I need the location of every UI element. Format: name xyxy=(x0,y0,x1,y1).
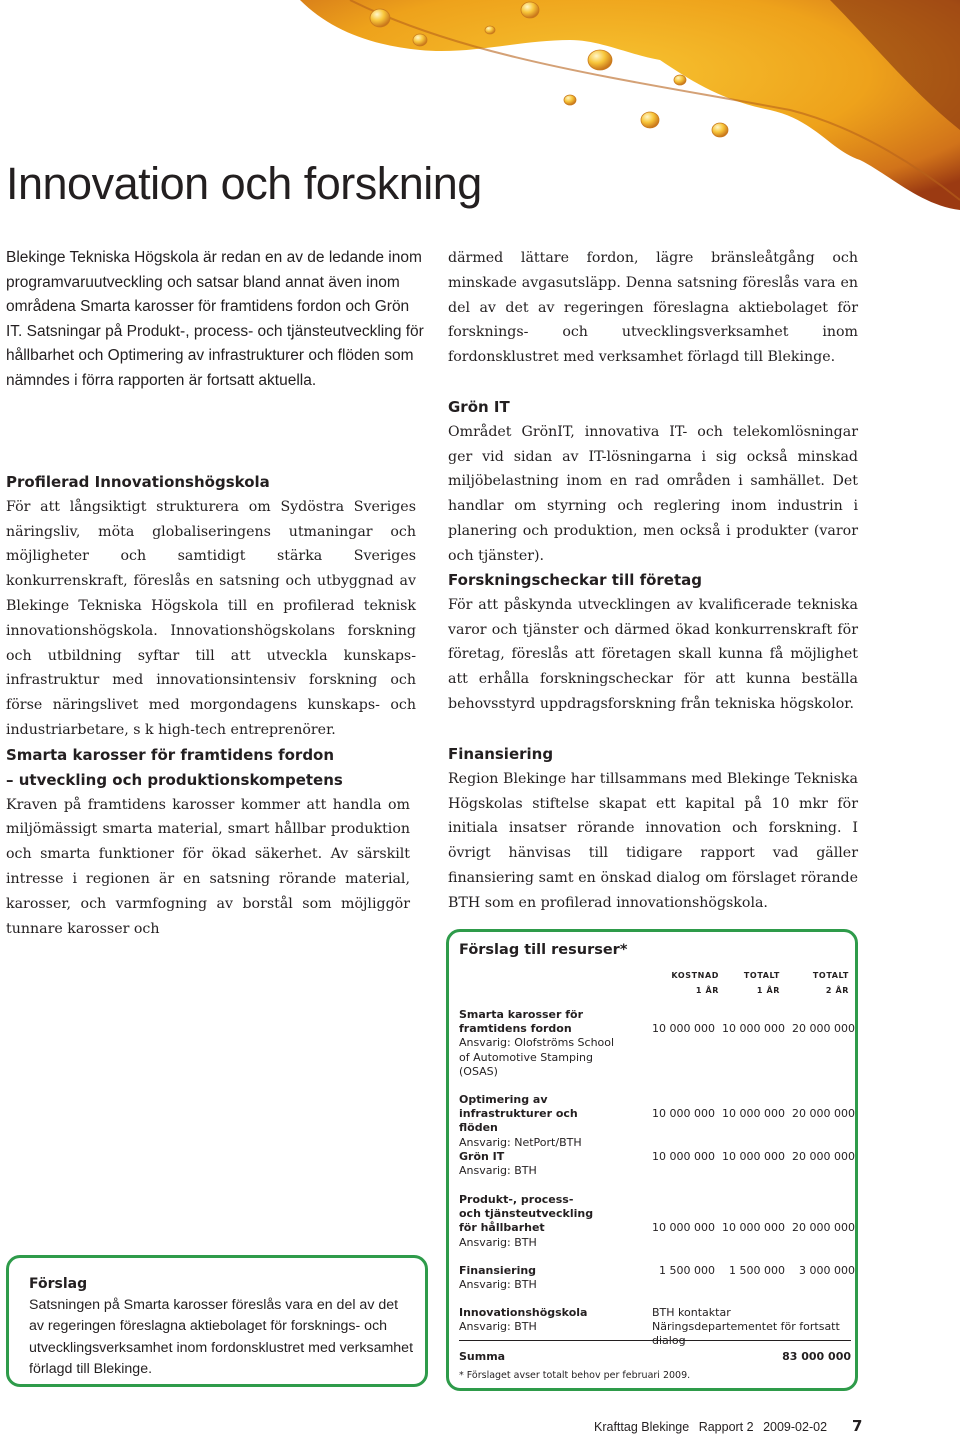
summary-row xyxy=(459,1350,851,1363)
section-forskningscheckar xyxy=(448,568,858,717)
forslag-body: Satsningen på Smarta karosser föreslås vara en del av det av regeringen föreslagna aktiebolaget för forsknings- och utvecklingsverksamhet inom fordonsklustret med verksamhet förlagd till Blekinge. xyxy=(29,1297,414,1378)
divider xyxy=(459,1340,851,1341)
section-heading: Grön IT xyxy=(448,398,510,416)
section-heading: Finansiering xyxy=(448,745,554,763)
section-body: Området GrönIT, innovativa IT- och telekomlösningar ger vid sidan av IT-lösningarna i sig också minskad miljöbelastning inom en rad områden i samhället. Det handlar om styrning och reglering inom industrin i planering och produktion, men också i produkter (varor och tjänster). xyxy=(448,423,858,564)
section-body: För att påskynda utvecklingen av kvalificerade tekniska varor och tjänster och därmed ökad konkurrenskraft för företag, föreslås att företagen skall kunna få möjlighet att erhålla forskningscheckar för att kunna beställa behovsstyrd uppdragsforskning från tekniska högskolor. xyxy=(448,596,858,712)
section-body: För att långsiktigt strukturera om Sydöstra Sveriges näringsliv, möta globaliseringens utmaningar och möjligheter och samtidigt stärka Sveriges konkurrenskraft, föreslås en satsning och utbyggnad av Blekinge Tekniska Högskola till en profilerad teknisk innovationshögskola. Innovationshögskolans forskning och utbildning syftar till att utveckla kunskaps-infrastruktur med innovationsintensiv forskning och förse näringslivet med morgondagens kunskaps- och industriarbetare, s k high-tech entreprenörer. xyxy=(6,498,416,738)
sum-label: Summa xyxy=(459,1350,506,1363)
resources-title: Förslag till resurser* xyxy=(459,942,628,958)
forslag-box xyxy=(6,1255,428,1387)
section-heading: Profilerad Innovationshögskola xyxy=(6,473,270,491)
column-header-totalt-2: TOTALT 2 ÅR xyxy=(812,971,849,995)
row-note: BTH kontaktar Näringsdepartementet för fortsatt xyxy=(652,1306,840,1334)
column-header-totalt-1: TOTALT 1 ÅR xyxy=(743,971,780,995)
table-row: Produkt-, process- och tjänsteutveckling för hållbarhet Ansvarig: BTH 10 000 000 10 000 000 20 000 000 xyxy=(459,1193,855,1249)
table-row: Innovationshögskola Ansvarig: BTH BTH kontaktar Näringsdepartementet för fortsatt xyxy=(459,1306,851,1334)
resources-footnote: * Förslaget avser totalt behov per februari 2009. xyxy=(459,1370,691,1381)
intro-paragraph: Blekinge Tekniska Högskola är redan en av de ledande inom programvaruutveckling och satsar bland annat även inom områdena Smarta karosser för framtidens fordon och Grön IT. Satsningar på Produkt-, process- och tjänsteutveckling för hållbarhet och Optimering av infrastrukturer och flöden som nämndes i förra rapporten är fortsatt aktuella. xyxy=(6,249,424,389)
section-finansiering xyxy=(448,742,858,916)
section-body: Kraven på framtidens karosser kommer att handla om miljömässigt smarta material, smart hållbar produktion och smarta funktioner för ökad säkerhet. Av särskilt intresse i regionen är en satsning rörande material, karosser, och varmfogning av borstål som möjliggör tunnare karosser och xyxy=(6,796,410,937)
resources-box xyxy=(446,929,858,1391)
section-gron-it xyxy=(448,395,858,569)
section-heading: Forskningscheckar till företag xyxy=(448,571,703,589)
table-row: Grön IT Ansvarig: BTH 10 000 000 10 000 000 20 000 000 xyxy=(459,1150,855,1178)
column-header-kostnad: KOSTNAD 1 ÅR xyxy=(671,971,719,995)
table-row: Smarta karosser för framtidens fordon Ansvarig: Olofströms School of Automotive Stamping (OSAS) 10 000 000 10 000 000 20 000 000 xyxy=(459,1008,855,1078)
section-smarta-karosser xyxy=(6,743,410,941)
section-body: därmed lättare fordon, lägre bränsleåtgång och minskade avgasutsläpp. Denna satsning föreslås vara en del av det av regeringen föreslagna aktiebolaget för forsknings- och utvecklingsverksamhet inom fordonsklustret med verksamhet förlagd till Blekinge. xyxy=(448,250,858,366)
sum-value: 83 000 000 xyxy=(782,1350,851,1363)
footer-date: 2009-02-02 xyxy=(763,1420,828,1434)
table-row: Finansiering Ansvarig: BTH 1 500 000 1 500 000 3 000 000 xyxy=(459,1264,855,1292)
page-footer xyxy=(594,1420,833,1434)
section-profilerad-innovationshogskola xyxy=(6,470,416,743)
footer-report: Rapport 2 xyxy=(698,1420,754,1434)
table-row: Optimering av infrastrukturer och flöden Ansvarig: NetPort/BTH 10 000 000 10 000 000 20 000 000 xyxy=(459,1093,855,1149)
footer-publication: Krafttag Blekinge xyxy=(594,1420,690,1434)
forslag-heading: Förslag xyxy=(29,1276,88,1292)
section-heading: Smarta karosser för framtidens fordon – utveckling och produktionskompetens xyxy=(6,746,343,789)
section-continuation xyxy=(448,246,858,370)
page-title: Innovation och forskning xyxy=(6,158,482,209)
section-body: Region Blekinge har tillsammans med Blekinge Tekniska Högskolas stiftelse skapat ett kapital på 10 mkr för initiala insatser rörande innovation och forskning. I övrigt hänvisas till tidigare rapport vad gäller finansiering samt en önskad dialog om förslaget rörande BTH som en profilerad innovationshögskola. xyxy=(448,770,858,911)
page-number: 7 xyxy=(852,1417,863,1435)
